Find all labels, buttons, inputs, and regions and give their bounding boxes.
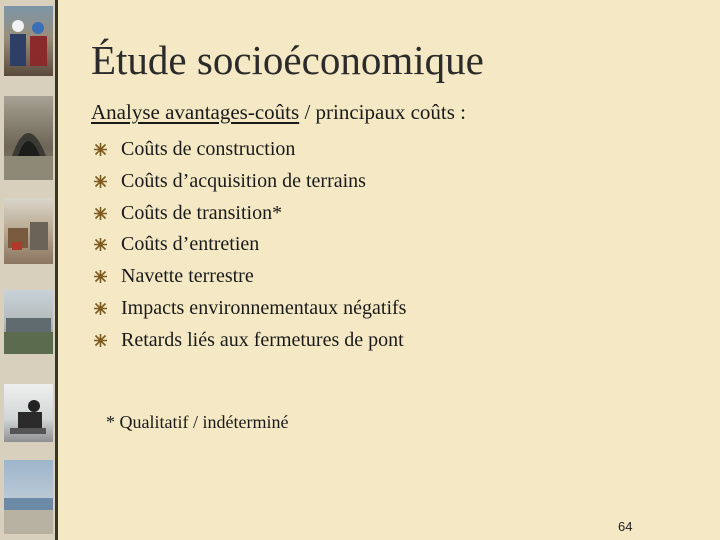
slide-subtitle [91, 100, 466, 125]
asterisk-bullet-icon [94, 143, 107, 156]
asterisk-bullet-icon [94, 175, 107, 188]
page-number: 64 [618, 519, 633, 534]
cost-list [92, 135, 406, 358]
slide-title: Étude socioéconomique [91, 37, 484, 83]
airfield-photo [4, 290, 53, 354]
list-item: Impacts environnementaux négatifs [92, 294, 406, 326]
asterisk-bullet-icon [94, 302, 107, 315]
workers-photo [4, 6, 53, 76]
footnote: * Qualitatif / indéterminé [106, 412, 289, 432]
list-item: Coûts d’acquisition de terrains [92, 167, 406, 199]
list-item: Navette terrestre [92, 262, 406, 294]
construction-site-photo [4, 198, 53, 264]
tunnel-photo [4, 96, 53, 180]
list-item: Coûts de transition* [92, 199, 406, 231]
subtitle-rest-text: / principaux coûts : [299, 100, 466, 124]
asterisk-bullet-icon [94, 334, 107, 347]
asterisk-bullet-icon [94, 238, 107, 251]
list-item: Retards liés aux fermetures de pont [92, 326, 406, 358]
list-item: Coûts de construction [92, 135, 406, 167]
shoreline-photo [4, 460, 53, 534]
subtitle-underlined-text: Analyse avantages-coûts [91, 100, 300, 124]
list-item: Coûts d’entretien [92, 230, 406, 262]
asterisk-bullet-icon [94, 270, 107, 283]
snow-machine-photo [4, 384, 53, 442]
photo-sidebar [0, 0, 58, 540]
asterisk-bullet-icon [94, 207, 107, 220]
